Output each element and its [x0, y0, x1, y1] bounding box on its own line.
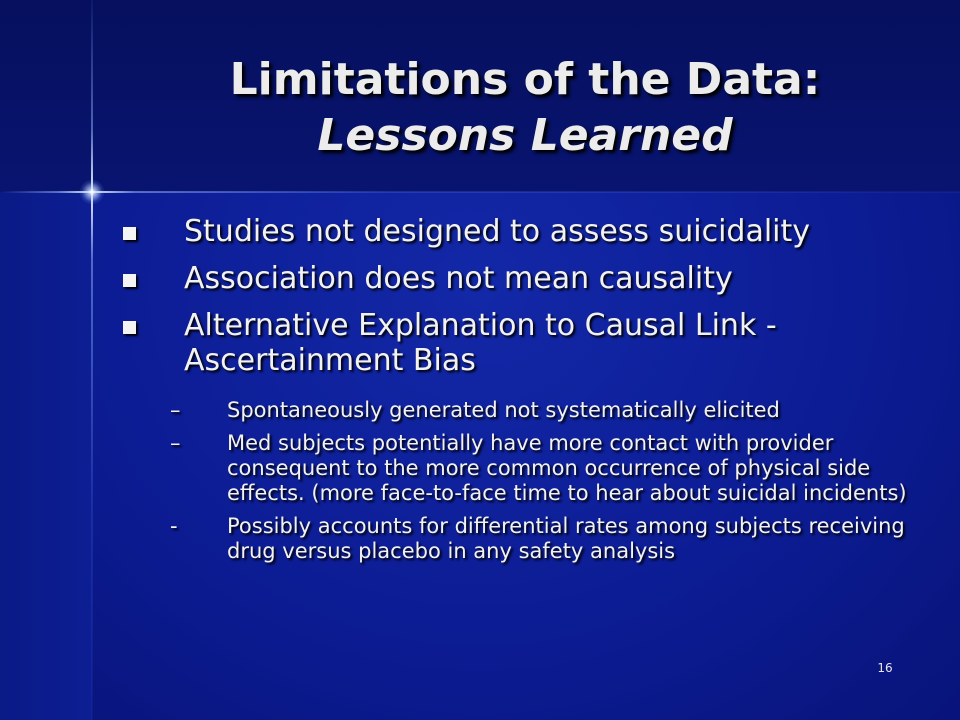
- bullet-list: [120, 214, 920, 390]
- bullet-text: Alternative Explanation to Causal Link - Ascertainment Bias: [184, 308, 777, 378]
- square-bullet-icon: [123, 227, 136, 240]
- slide-title: [100, 52, 950, 164]
- left-band: [0, 192, 92, 720]
- bullet-item: [120, 308, 920, 378]
- sparkle-vertical-line: [91, 0, 93, 720]
- sparkle-horizontal-line: [0, 191, 960, 193]
- bullet-text: Association does not mean causality: [184, 261, 733, 296]
- square-bullet-icon: [123, 274, 136, 287]
- sub-bullet-item: [170, 514, 930, 564]
- dash-marker: –: [170, 398, 181, 422]
- bullet-item: [120, 214, 920, 249]
- sub-bullet-text: Spontaneously generated not systematically elicited: [227, 398, 780, 422]
- sub-bullet-item: [170, 431, 930, 506]
- page-number: 16: [877, 661, 893, 675]
- sub-bullet-text: Possibly accounts for differential rates among subjects receiving drug versus placebo in any safety analysis: [227, 514, 905, 563]
- sub-bullet-item: [170, 398, 930, 423]
- dash-marker: -: [170, 514, 178, 538]
- sub-bullet-text: Med subjects potentially have more contact with provider consequent to the more common occurrence of physical side effects. (more face-to-face time to hear about suicidal incidents): [227, 431, 907, 505]
- bullet-item: [120, 261, 920, 296]
- slide-title-main: Limitations of the Data:: [229, 54, 821, 105]
- bullet-text: Studies not designed to assess suicidality: [184, 214, 811, 249]
- slide-title-subtitle: Lessons Learned: [317, 110, 733, 161]
- square-bullet-icon: [123, 321, 136, 334]
- sparkle-star-icon: [80, 180, 104, 204]
- dash-marker: –: [170, 431, 181, 455]
- sub-bullet-list: [170, 398, 930, 572]
